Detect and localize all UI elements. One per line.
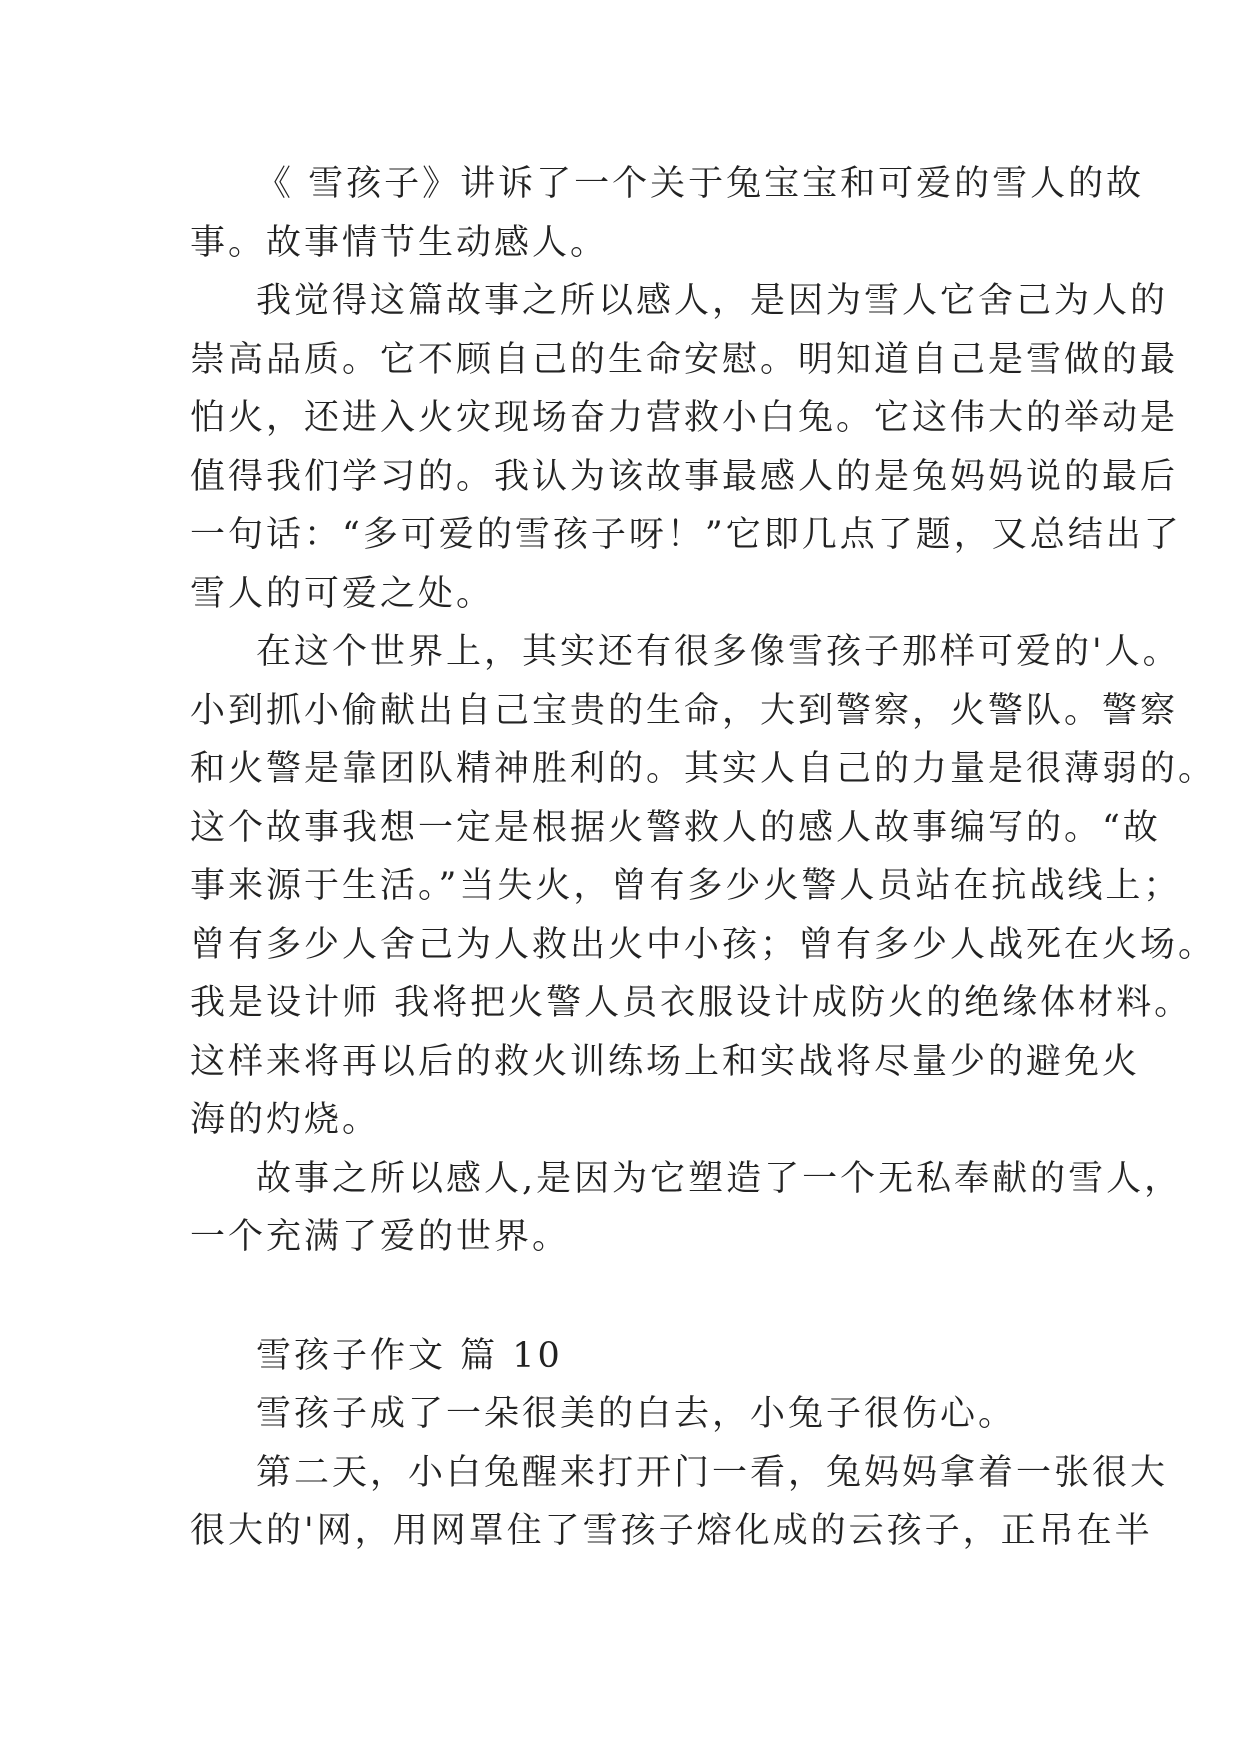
text-line: 第二天，小白兔醒来打开门一看，兔妈妈拿着一张很大 (256, 1452, 1169, 1493)
text-line: 值得我们学习的。我认为该故事最感人的是兔妈妈说的最后 (190, 456, 1179, 497)
document-body (190, 155, 1217, 1561)
text-line: 崇高品质。它不顾自己的生命安慰。明知道自己是雪做的最 (190, 339, 1179, 380)
text-line: 雪孩子成了一朵很美的白去，小兔子很伤心。 (256, 1394, 1017, 1434)
text-line: 雪人的可爱之处。 (190, 573, 495, 614)
text-line: 小到抓小偷献出自己宝贵的生命，大到警察，火警队。警察 (190, 690, 1179, 731)
text-line: 故事之所以感人,是因为它塑造了一个无私奉献的雪人， (256, 1158, 1183, 1199)
text-line: 我是设计师 我将把火警人员衣服设计成防火的绝缘体材料。 (190, 983, 1193, 1023)
text-line: 和火警是靠团队精神胜利的。其实人自己的力量是很薄弱的。 (190, 749, 1217, 789)
text-line: 《 雪孩子》讲诉了一个关于兔宝宝和可爱的雪人的故 (256, 164, 1145, 204)
text-line: 这样来将再以后的救火训练场上和实战将尽量少的避免火 (190, 1041, 1141, 1082)
section-heading: 雪孩子作文 篇 10 (256, 1335, 563, 1376)
text-line: 事。故事情节生动感人。 (190, 222, 609, 263)
section-gap (190, 1267, 1070, 1327)
text-line: 曾有多少人舍己为人救出火中小孩；曾有多少人战死在火场。 (190, 924, 1217, 965)
text-line: 很大的'网，用网罩住了雪孩子熔化成的云孩子，正吊在半 (190, 1511, 1153, 1551)
text-line: 我觉得这篇故事之所以感人，是因为雪人它舍己为人的 (256, 281, 1169, 321)
text-line: 一句话：“多可爱的雪孩子呀！”它即几点了题，又总结出了 (190, 515, 1182, 555)
text-line: 怕火，还进入火灾现场奋力营救小白兔。它这伟大的举动是 (190, 398, 1179, 438)
text-line: 事来源于生活。”当失火，曾有多少火警人员站在抗战线上； (190, 866, 1182, 906)
text-line: 海的灼烧。 (190, 1100, 381, 1140)
text-line: 一个充满了爱的世界。 (190, 1217, 571, 1257)
text-line: 这个故事我想一定是根据火警救人的感人故事编写的。“故 (190, 807, 1161, 848)
text-line: 在这个世界上，其实还有很多像雪孩子那样可爱的'人。 (256, 632, 1181, 672)
